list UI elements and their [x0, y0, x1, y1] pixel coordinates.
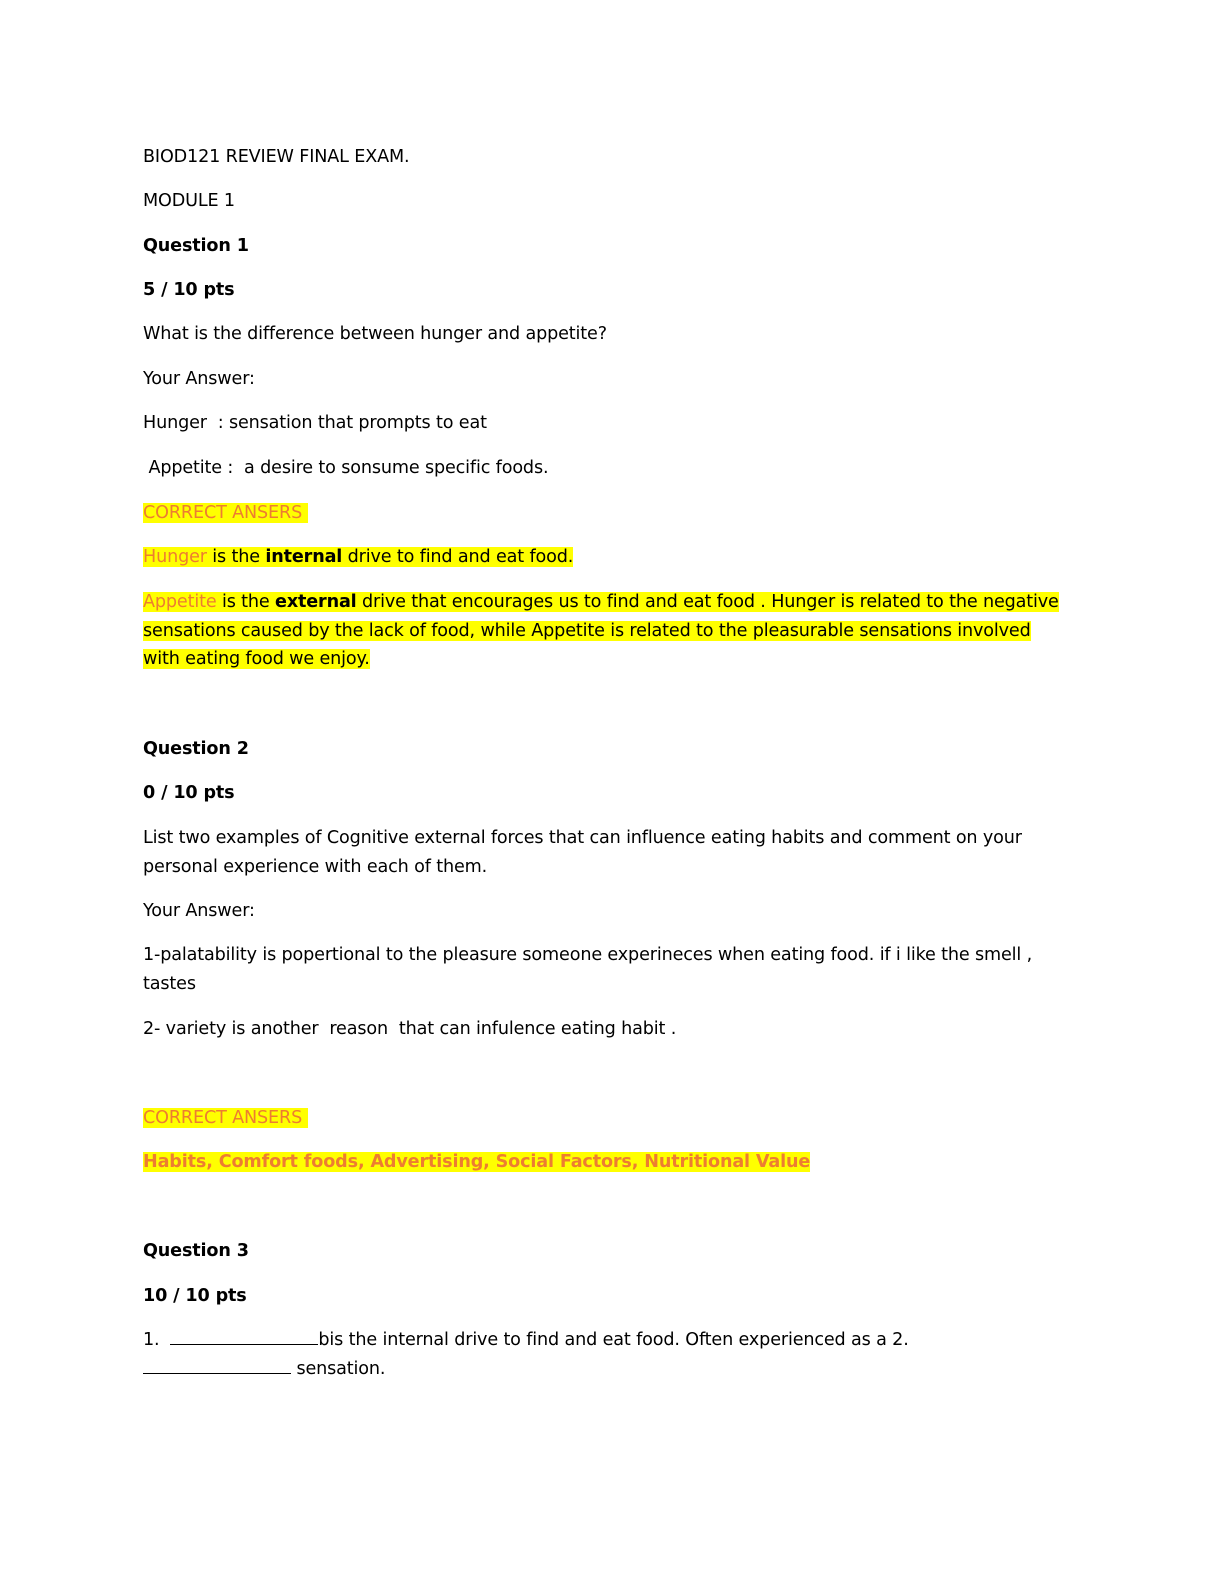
- appetite-bold: external: [275, 592, 357, 612]
- hunger-post: drive to find and eat food.: [342, 547, 574, 567]
- question-2-correct-label-row: [143, 1104, 1063, 1133]
- document-title: BIOD121 REVIEW FINAL EXAM.: [143, 147, 410, 167]
- hunger-pre: is the: [206, 547, 266, 567]
- question-3-heading: Question 3: [143, 1241, 249, 1261]
- question-1-prompt: What is the difference between hunger and appetite?: [143, 324, 607, 344]
- question-1-correct-line-2: [143, 588, 1063, 674]
- question-2-prompt: List two examples of Cognitive external forces that can influence eating habits and comment on your personal experience with each of them.: [143, 828, 1022, 877]
- question-2-your-answer-label: Your Answer:: [143, 901, 255, 921]
- question-1-answer-line-1: Hunger : sensation that prompts to eat: [143, 413, 487, 433]
- question-1-heading: Question 1: [143, 236, 249, 256]
- hunger-bold: internal: [265, 547, 343, 567]
- question-3-prompt-part-2: sensation.: [291, 1359, 386, 1379]
- hunger-term: Hunger: [143, 547, 207, 567]
- question-3-prompt-line-2: [143, 1355, 1063, 1384]
- fill-blank-2[interactable]: [143, 1355, 291, 1374]
- question-2-correct-text: Habits, Comfort foods, Advertising, Social Factors, Nutritional Value: [143, 1152, 811, 1172]
- appetite-post: drive that encourages us to find and eat food . Hunger is related to the negative sensations caused by the lack of food, while Appetite is related to the pleasurable sensations involved with eating food we enjoy.: [143, 592, 1059, 669]
- question-2-heading: Question 2: [143, 739, 249, 759]
- question-1-correct-label-row: [143, 499, 1063, 528]
- question-3-prompt-part-1: bis the internal drive to find and eat food. Often experienced as a 2.: [318, 1330, 909, 1350]
- question-2-answer-line-1: 1-palatability is popertional to the pleasure someone experineces when eating food. if i like the smell , tastes: [143, 945, 1033, 994]
- question-2-answer-line-2: 2- variety is another reason that can infulence eating habit .: [143, 1019, 677, 1039]
- question-1-answer-line-2: Appetite : a desire to sonsume specific foods.: [143, 458, 549, 478]
- question-2-score: 0 / 10 pts: [143, 783, 235, 803]
- question-1-score: 5 / 10 pts: [143, 280, 235, 300]
- question-3-prompt-line-1: [143, 1326, 1063, 1355]
- question-2-correct-label: CORRECT ANSERS: [143, 1108, 303, 1128]
- fill-blank-1[interactable]: [170, 1326, 318, 1345]
- appetite-term: Appetite: [143, 592, 217, 612]
- question-1-correct-label: CORRECT ANSERS: [143, 503, 303, 523]
- module-heading: MODULE 1: [143, 191, 235, 211]
- question-3-num-1: 1.: [143, 1330, 160, 1350]
- question-1-your-answer-label: Your Answer:: [143, 369, 255, 389]
- question-3-score: 10 / 10 pts: [143, 1286, 247, 1306]
- question-2-correct-row: [143, 1148, 1063, 1177]
- question-1-correct-line-1: [143, 543, 1063, 572]
- appetite-pre: is the: [216, 592, 276, 612]
